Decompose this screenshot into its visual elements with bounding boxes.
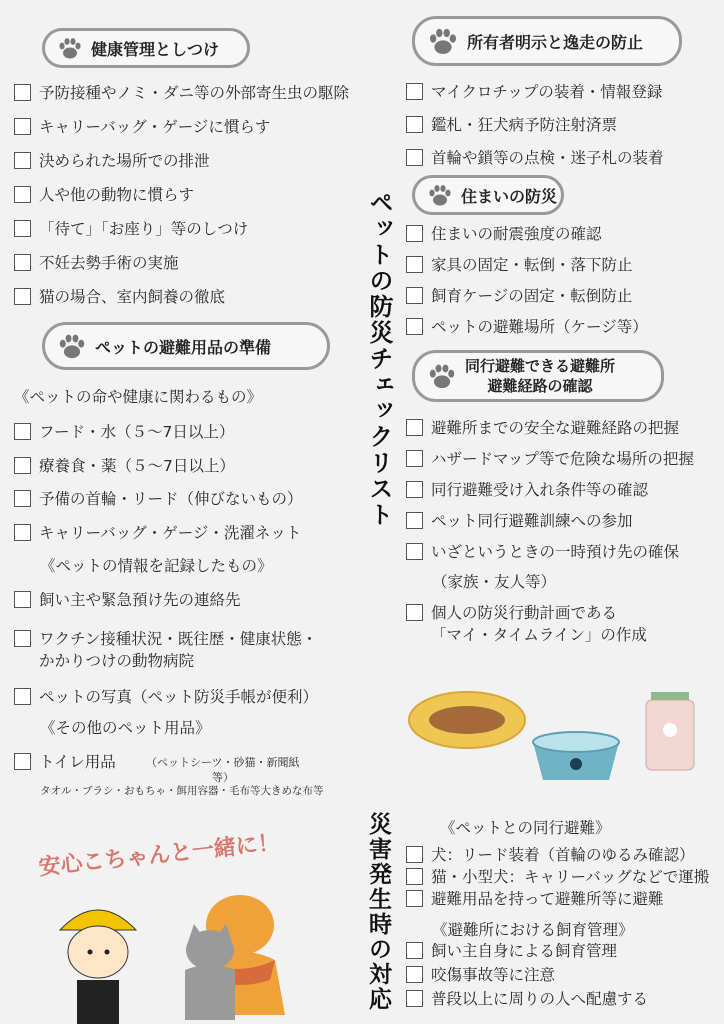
check-item[interactable] [406, 223, 602, 245]
check-item-label: キャリーバッグ・ゲージに慣らす [39, 118, 271, 136]
checkbox[interactable] [406, 287, 423, 304]
supplies-subheading-other: 《その他のペット用品》 [40, 719, 211, 737]
check-item-label: いざというときの一時預け先の確保 [431, 543, 680, 561]
owner-section-title: 所有者明示と逸走の防止 [467, 32, 644, 52]
check-item[interactable] [406, 254, 633, 276]
check-item-label: 猫の場合、室内飼養の徹底 [39, 288, 226, 306]
checkbox[interactable] [406, 604, 423, 621]
check-item-label: 決められた場所での排泄 [39, 152, 210, 170]
checkbox[interactable] [14, 220, 31, 237]
check-item-label: 飼い主や緊急預け先の連絡先 [39, 591, 241, 609]
pet-bed-icon [409, 692, 525, 748]
check-item[interactable] [406, 147, 664, 169]
check-item-label: 予備の首輪・リード（伸びないもの） [39, 490, 303, 508]
check-item-label: 避難用品を持って避難所等に避難 [431, 890, 664, 908]
check-item[interactable] [406, 541, 679, 563]
shelter-section-title [465, 356, 615, 396]
check-item-label: 人や他の動物に慣らす [39, 186, 195, 204]
check-item[interactable] [406, 417, 679, 439]
checkbox[interactable] [406, 116, 423, 133]
check-item-label: 予防接種やノミ・ダニ等の外部寄生虫の駆除 [39, 84, 350, 102]
check-item[interactable] [406, 510, 633, 532]
check-item-label: 住まいの耐震強度の確認 [431, 225, 602, 243]
home-section-title: 住まいの防災 [461, 186, 558, 206]
toilet-note-end: 等） [212, 771, 234, 784]
check-item[interactable] [406, 479, 648, 501]
check-item-label: 「待て」「お座り」等のしつけ [39, 220, 249, 238]
check-item-label: キャリーバッグ・ゲージ・洗濯ネット [39, 523, 302, 542]
checkbox[interactable] [406, 419, 423, 436]
shelter-section-header [412, 350, 664, 402]
checkbox[interactable] [406, 942, 423, 959]
check-item-label: 不妊去勢手術の実施 [39, 254, 179, 272]
check-item-label: 首輪や鎖等の点検・迷子札の装着 [431, 149, 664, 167]
check-item[interactable] [406, 940, 617, 962]
check-item-label-line: ワクチン接種状況・既往歴・健康状態・ [39, 630, 318, 648]
check-item-label: トイレ用品 [39, 753, 116, 771]
check-item[interactable] [406, 316, 648, 338]
check-item-label: 咬傷事故等に注意 [431, 966, 556, 984]
check-item[interactable] [406, 602, 647, 646]
checkbox[interactable] [406, 318, 423, 335]
mascot-illustration [55, 870, 325, 1024]
check-item[interactable] [14, 488, 303, 510]
checkbox[interactable] [14, 186, 31, 203]
check-item[interactable] [14, 751, 116, 773]
health-section-title: 健康管理としつけ [91, 39, 220, 59]
checkbox[interactable] [406, 543, 423, 560]
check-item-label-line: かかりつけの動物病院 [39, 652, 195, 670]
shelter-note: （家族・友人等） [432, 573, 557, 591]
check-item[interactable] [406, 866, 709, 888]
check-item-label: ハザードマップ等で危険な場所の把握 [431, 450, 694, 468]
checkbox[interactable] [406, 450, 423, 467]
checkbox[interactable] [14, 288, 31, 305]
check-item-label: 家具の固定・転倒・落下防止 [431, 256, 633, 274]
check-item[interactable] [406, 114, 617, 136]
home-section-header [412, 175, 564, 215]
supplies-subheading-info: 《ペットの情報を記録したもの》 [40, 557, 273, 575]
checkbox[interactable] [14, 118, 31, 135]
check-item[interactable] [14, 522, 301, 544]
checkbox[interactable] [14, 490, 31, 507]
check-item[interactable] [14, 150, 210, 172]
check-item[interactable] [14, 686, 318, 708]
owner-section-header [412, 16, 682, 66]
checkbox[interactable] [14, 457, 31, 474]
checkbox[interactable] [14, 423, 31, 440]
girl-with-helmet-icon [60, 910, 136, 1024]
shelter-title-line: 同行避難できる避難所 [465, 357, 616, 375]
check-item[interactable] [14, 421, 234, 443]
check-item-label: 同行避難受け入れ条件等の確認 [431, 481, 649, 499]
check-item-label-line: 「マイ・タイムライン」の作成 [431, 626, 647, 644]
check-item[interactable] [14, 252, 179, 274]
health-section-header [42, 28, 250, 68]
checkbox[interactable] [406, 990, 423, 1007]
paw-icon [57, 331, 87, 361]
checkbox[interactable] [406, 890, 423, 907]
disaster-response-title: 災害発生時の対応 [365, 812, 391, 1012]
shelter-title-line: 避難経路の確認 [487, 377, 593, 395]
cat-icon [185, 924, 235, 1020]
paw-icon [57, 35, 83, 61]
check-item-label-line: 個人の防災行動計画である [431, 604, 618, 622]
check-item-label [431, 602, 647, 646]
checkbox[interactable] [406, 225, 423, 242]
check-item-label: ペットの写真（ペット防災手帳が便利） [39, 688, 319, 706]
checkbox[interactable] [406, 149, 423, 166]
checkbox[interactable] [406, 83, 423, 100]
check-item-label: 猫・小型犬：キャリーバッグなどで運搬 [431, 868, 710, 886]
checkbox[interactable] [14, 84, 31, 101]
check-item-label: 飼育ケージの固定・転倒防止 [431, 287, 633, 305]
check-item-label: フード・水（５〜7日以上） [39, 423, 235, 441]
check-item-label: 避難所までの安全な避難経路の把握 [431, 419, 680, 437]
check-item[interactable] [14, 455, 235, 477]
check-item-label: 療養食・薬（５〜7日以上） [39, 456, 235, 475]
slogan: 安心こちゃんと一緒に！ [37, 830, 281, 881]
check-item[interactable] [406, 988, 648, 1010]
checkbox[interactable] [406, 846, 423, 863]
check-item[interactable] [406, 81, 662, 103]
paw-icon [427, 361, 457, 391]
check-item-label: 飼い主自身による飼育管理 [431, 942, 618, 960]
disaster-subheading-shelter: 《避難所における飼育管理》 [432, 921, 634, 939]
paw-icon [427, 25, 459, 57]
check-item[interactable] [14, 218, 248, 240]
checkbox[interactable] [14, 591, 31, 608]
checkbox[interactable] [406, 868, 423, 885]
checkbox[interactable] [406, 256, 423, 273]
check-item[interactable] [14, 628, 317, 672]
paw-icon [427, 182, 453, 208]
check-item-label: 普段以上に周りの人へ配慮する [431, 990, 649, 1008]
check-item[interactable] [14, 82, 349, 104]
check-item[interactable] [406, 448, 694, 470]
check-item[interactable] [406, 888, 664, 910]
check-item-label: マイクロチップの装着・情報登録 [431, 83, 663, 101]
toilet-note: （ペットシーツ・砂猫・新聞紙 [146, 756, 300, 769]
check-item[interactable] [406, 285, 632, 307]
disaster-subheading-evac: 《ペットとの同行避難》 [440, 819, 611, 837]
checkbox[interactable] [14, 688, 31, 705]
checkbox[interactable] [14, 753, 31, 770]
supplies-section-header [42, 322, 330, 370]
pet-shampoo-bottle-icon [646, 692, 694, 770]
check-item[interactable] [406, 964, 555, 986]
check-item-label [39, 628, 317, 672]
check-item-label: 犬：リード装着（首輪のゆるみ確認） [431, 846, 695, 864]
check-item[interactable] [406, 844, 695, 866]
check-item[interactable] [14, 286, 225, 308]
checkbox[interactable] [406, 966, 423, 983]
supplies-section-title: ペットの避難用品の準備 [95, 337, 272, 357]
checkbox[interactable] [406, 512, 423, 529]
check-item[interactable] [14, 116, 270, 138]
check-item[interactable] [14, 589, 241, 611]
pet-supplies-illustration [405, 680, 695, 800]
checkbox[interactable] [14, 254, 31, 271]
other-supplies-note: タオル・ブラシ・おもちゃ・餌用容器・毛布等大きめな布等 [40, 785, 324, 797]
checkbox[interactable] [14, 152, 31, 169]
checkbox[interactable] [14, 524, 31, 541]
pet-bowl-icon [533, 732, 619, 780]
checkbox[interactable] [14, 630, 31, 647]
page-title: ペットの防災チェックリスト [365, 190, 393, 528]
supplies-subheading-life: 《ペットの命や健康に関わるもの》 [14, 388, 263, 406]
check-item-label: ペットの避難場所（ケージ等） [431, 318, 648, 336]
check-item[interactable] [14, 184, 194, 206]
check-item-label: ペット同行避難訓練への参加 [431, 512, 633, 530]
check-item-label: 鑑札・狂犬病予防注射済票 [431, 116, 618, 134]
checkbox[interactable] [406, 481, 423, 498]
